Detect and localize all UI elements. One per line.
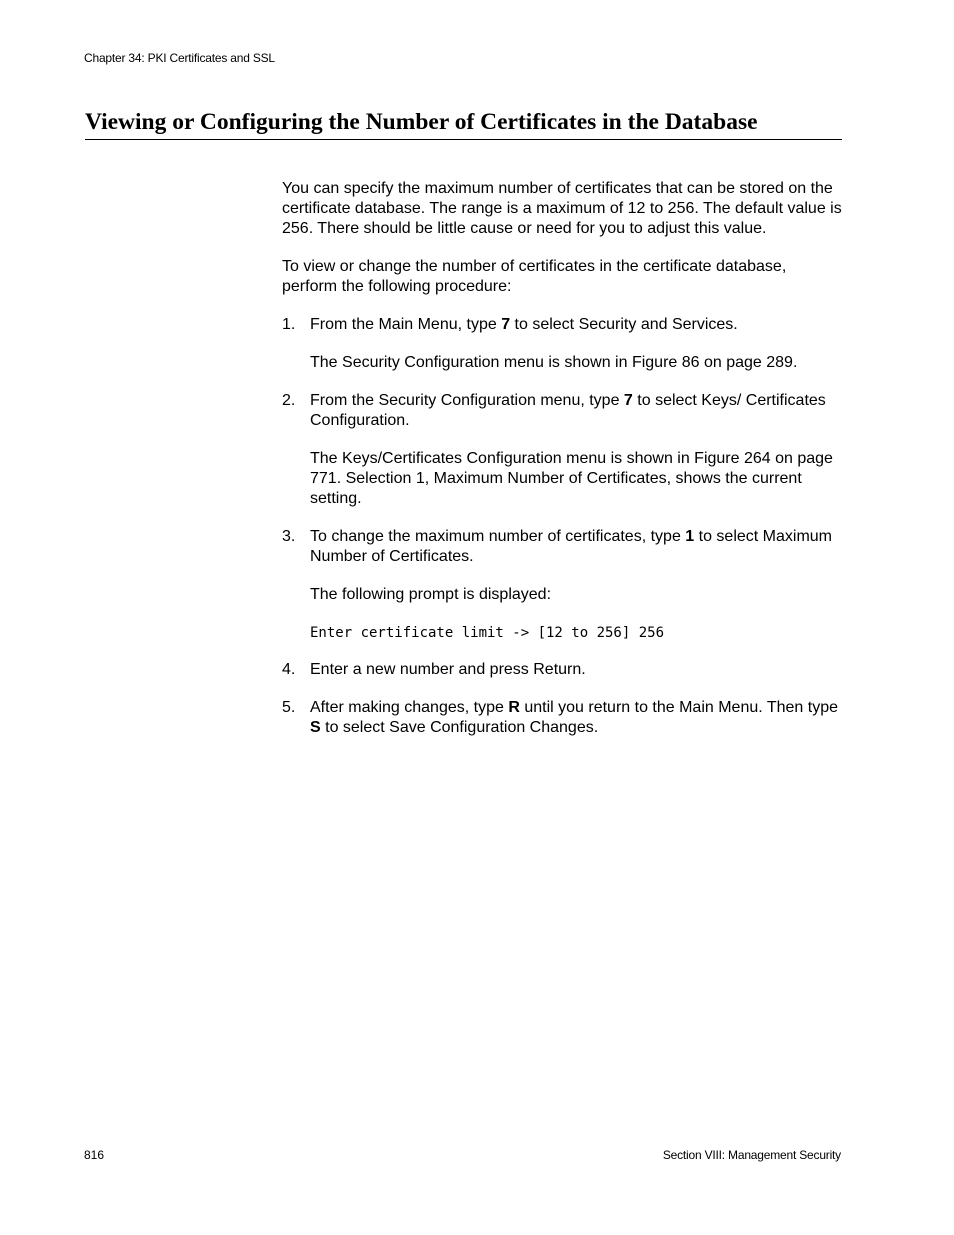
- step-key: R: [508, 699, 520, 716]
- step-4: [282, 660, 844, 680]
- running-header: Chapter 34: PKI Certificates and SSL: [84, 51, 275, 65]
- step-3: [282, 527, 844, 567]
- step-number: 5.: [282, 699, 296, 716]
- intro-paragraph-2: To view or change the number of certificates in the certificate database, perform the following procedure:: [282, 258, 787, 295]
- step-2: [282, 391, 844, 431]
- step-text: until you return to the Main Menu. Then type: [519, 699, 838, 716]
- step-1: [282, 315, 844, 335]
- step-text: to select Keys/ Certificates Configuration.: [310, 392, 826, 429]
- step-key: S: [310, 719, 321, 736]
- step-text: From the Security Configuration menu, type: [310, 392, 624, 409]
- section-footer: Section VIII: Management Security: [662, 1148, 841, 1162]
- page-title: Viewing or Configuring the Number of Certificates in the Database: [85, 109, 758, 135]
- page-number: 816: [84, 1148, 105, 1162]
- step-5: [282, 698, 844, 738]
- step-key: 7: [501, 316, 511, 333]
- step-text: to select Maximum Number of Certificates.: [310, 528, 832, 565]
- step-key: 7: [623, 392, 633, 409]
- step-key: 1: [685, 528, 695, 545]
- step-number: 2.: [282, 392, 296, 409]
- body-content: [282, 179, 844, 756]
- prompt-code: Enter certificate limit -> [12 to 256] 256: [310, 625, 665, 641]
- step-text: to select Security and Services.: [510, 316, 738, 333]
- step-number: 1.: [282, 316, 296, 333]
- step-1-note: The Security Configuration menu is shown in Figure 86 on page 289.: [310, 354, 798, 371]
- step-text: to select Save Configuration Changes.: [320, 719, 599, 736]
- step-text: From the Main Menu, type: [310, 316, 502, 333]
- intro-paragraph-1: You can specify the maximum number of certificates that can be stored on the certificate database. The range is a maximum of 12 to 256. The default value is 256. There should be little cause or need for you to adjust this value.: [282, 180, 842, 237]
- step-text: Enter a new number and press Return.: [310, 661, 586, 678]
- step-number: 4.: [282, 661, 296, 678]
- step-number: 3.: [282, 528, 296, 545]
- step-2-note: The Keys/Certificates Configuration menu is shown in Figure 264 on page 771. Selection 1, Maximum Number of Certificates, shows the current setting.: [310, 450, 833, 507]
- title-rule: [85, 139, 842, 140]
- step-text: After making changes, type: [310, 699, 509, 716]
- step-3-note: The following prompt is displayed:: [310, 586, 552, 603]
- step-text: To change the maximum number of certificates, type: [310, 528, 686, 545]
